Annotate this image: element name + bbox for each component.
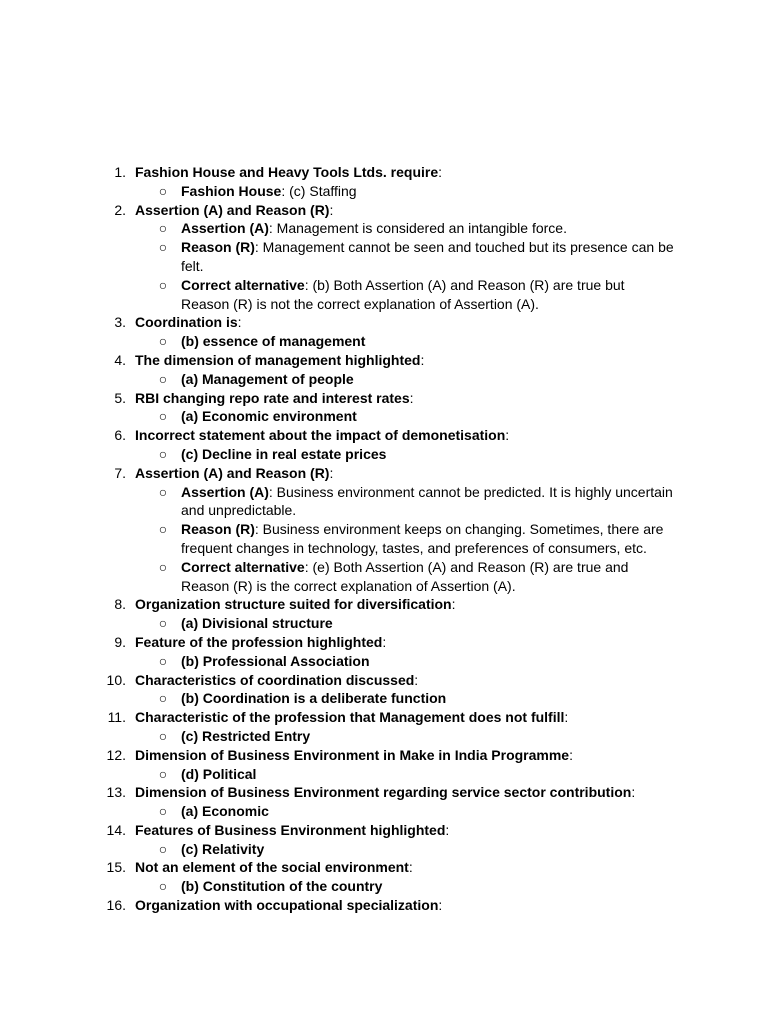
hollow-bullet-icon: ○: [158, 521, 168, 538]
answer-item: [0, 727, 676, 746]
answer-label: (a) Economic environment: [181, 408, 357, 425]
item-number: 2.: [114, 201, 126, 218]
hollow-bullet-icon: ○: [158, 182, 168, 199]
item-number: 16.: [106, 897, 126, 914]
hollow-bullet-icon: ○: [158, 615, 168, 632]
item-colon: :: [564, 709, 569, 726]
item-colon: :: [408, 859, 413, 876]
hollow-bullet-icon: ○: [158, 408, 168, 425]
document-body: [0, 163, 768, 915]
answer-label: (b) Coordination is a deliberate function: [181, 690, 447, 707]
item-colon: :: [237, 314, 242, 331]
answer-item: [0, 614, 676, 633]
answer-text: : (b) Both Assertion (A) and Reason (R) are true but Reason (R) is not the correct explanation of Assertion (A).: [181, 276, 625, 312]
item-number: 13.: [106, 784, 126, 801]
answer-text: : Business environment keeps on changing. Sometimes, there are frequent changes in technology, tastes, and preferences of consumers, etc.: [181, 521, 664, 556]
item-title: The dimension of management highlighted: [135, 351, 421, 368]
item-colon: :: [569, 746, 573, 763]
item-number: 8.: [114, 596, 126, 613]
answer-item: [0, 652, 676, 671]
item-title: Fashion House and Heavy Tools Ltds. require: [135, 164, 439, 180]
question-item: [0, 389, 680, 408]
question-item: [0, 783, 680, 802]
answer-label: (b) Professional Association: [181, 652, 370, 669]
answer-item: [0, 407, 676, 426]
item-title: Feature of the profession highlighted: [135, 633, 383, 650]
answer-item: [0, 276, 676, 314]
item-title: Dimension of Business Environment regarding service sector contribution: [135, 784, 632, 801]
item-title: Characteristics of coordination discussed: [135, 671, 415, 688]
item-number: 4.: [114, 351, 126, 368]
question-item: [0, 633, 680, 652]
question-item: [0, 313, 680, 332]
item-title: Features of Business Environment highlighted: [135, 821, 446, 838]
item-number: 6.: [114, 427, 126, 444]
hollow-bullet-icon: ○: [158, 690, 168, 707]
item-title: Coordination is: [135, 314, 238, 331]
answer-label: Correct alternative: [181, 276, 305, 293]
hollow-bullet-icon: ○: [158, 220, 168, 237]
answer-label: (b) Constitution of the country: [181, 878, 383, 895]
question-item: [0, 163, 680, 182]
item-number: 7.: [114, 464, 126, 481]
item-colon: :: [631, 784, 636, 801]
answer-item: [0, 520, 676, 558]
answer-item: [0, 558, 676, 596]
answer-item: [0, 802, 676, 821]
hollow-bullet-icon: ○: [158, 239, 168, 256]
item-colon: :: [329, 464, 334, 481]
answer-label: (c) Restricted Entry: [181, 727, 311, 744]
hollow-bullet-icon: ○: [158, 803, 168, 820]
question-item: [0, 426, 680, 445]
answer-item: [0, 219, 676, 238]
item-number: 9.: [114, 633, 126, 650]
answer-item: [0, 689, 676, 708]
item-colon: :: [445, 821, 450, 838]
question-item: [0, 896, 680, 915]
hollow-bullet-icon: ○: [158, 333, 168, 350]
item-number: 5.: [114, 389, 126, 406]
answer-label: (a) Divisional structure: [181, 615, 333, 632]
question-item: [0, 464, 680, 483]
item-number: 14.: [106, 821, 126, 838]
item-colon: :: [409, 389, 414, 406]
answer-item: [0, 877, 676, 896]
answer-label: (a) Economic: [181, 803, 269, 820]
answer-label: (a) Management of people: [181, 370, 354, 387]
answer-label: Assertion (A): [181, 220, 269, 237]
question-item: [0, 351, 680, 370]
hollow-bullet-icon: ○: [158, 445, 168, 462]
answer-text: : Business environment cannot be predicted. It is highly uncertain and unpredictable.: [181, 483, 673, 519]
hollow-bullet-icon: ○: [158, 765, 168, 782]
answer-item: [0, 238, 676, 276]
item-title: Assertion (A) and Reason (R): [135, 464, 330, 481]
item-number: 10.: [106, 671, 126, 688]
item-colon: :: [420, 351, 425, 368]
item-title: Characteristic of the profession that Management does not fulfill: [135, 709, 565, 726]
hollow-bullet-icon: ○: [158, 483, 168, 500]
item-colon: :: [451, 596, 456, 613]
question-item: [0, 201, 680, 220]
answer-label: (c) Decline in real estate prices: [181, 445, 387, 462]
question-item: [0, 671, 680, 690]
answer-item: [0, 765, 676, 784]
hollow-bullet-icon: ○: [158, 276, 168, 293]
item-colon: :: [414, 671, 419, 688]
item-title: Dimension of Business Environment in Make in India Programme: [135, 746, 570, 763]
item-title: Assertion (A) and Reason (R): [135, 201, 330, 218]
answer-item: [0, 332, 676, 351]
answer-label: Correct alternative: [181, 558, 305, 575]
answer-label: Reason (R): [181, 239, 255, 256]
answer-text: : (c) Staffing: [281, 182, 357, 199]
item-title: Organization structure suited for diversification: [135, 596, 452, 613]
item-title: Organization with occupational specialization: [135, 897, 439, 914]
item-number: 11.: [107, 709, 126, 726]
item-colon: :: [329, 201, 334, 218]
hollow-bullet-icon: ○: [158, 840, 168, 857]
answer-item: [0, 840, 676, 859]
hollow-bullet-icon: ○: [158, 558, 168, 575]
question-item: [0, 821, 680, 840]
hollow-bullet-icon: ○: [158, 370, 168, 387]
hollow-bullet-icon: ○: [158, 652, 168, 669]
answer-text: : Management is considered an intangible force.: [268, 220, 567, 237]
answer-item: [0, 445, 676, 464]
question-item: [0, 708, 680, 727]
item-title: RBI changing repo rate and interest rates: [135, 389, 410, 406]
answer-label: (d) Political: [181, 765, 257, 782]
item-number: 3.: [114, 314, 126, 331]
question-item: [0, 858, 680, 877]
answer-label: (c) Relativity: [181, 840, 265, 857]
answer-item: [0, 483, 676, 521]
answer-label: Reason (R): [181, 521, 255, 538]
item-number: 12.: [106, 746, 126, 763]
answer-text: : (e) Both Assertion (A) and Reason (R) are true and Reason (R) is the correct explanation of Assertion (A).: [181, 558, 629, 594]
answer-label: (b) essence of management: [181, 333, 366, 350]
answer-text: : Management cannot be seen and touched but its presence can be felt.: [181, 239, 674, 274]
item-colon: :: [438, 897, 443, 914]
question-item: [0, 746, 680, 765]
item-title: Incorrect statement about the impact of demonetisation: [135, 427, 506, 444]
answer-item: [0, 370, 676, 389]
item-colon: :: [505, 427, 510, 444]
item-colon: :: [438, 164, 443, 180]
item-colon: :: [382, 633, 387, 650]
item-number: 15.: [106, 859, 126, 876]
answer-label: Assertion (A): [181, 483, 269, 500]
item-title: Not an element of the social environment: [135, 859, 409, 876]
answer-label: Fashion House: [181, 182, 282, 199]
question-item: [0, 595, 680, 614]
answer-item: [0, 182, 676, 201]
hollow-bullet-icon: ○: [158, 878, 168, 895]
hollow-bullet-icon: ○: [158, 727, 168, 744]
item-number: 1.: [114, 164, 126, 180]
